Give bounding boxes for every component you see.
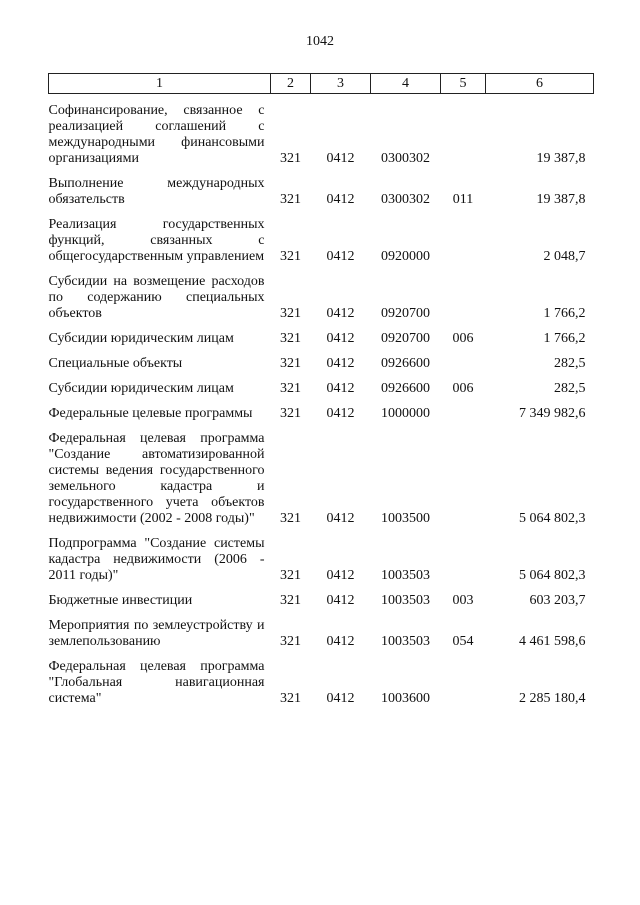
- section-code: 0412: [326, 406, 355, 421]
- row-name: Софинансирование, связанное с реализацией соглашений с международными финансовыми организациями: [48, 103, 265, 166]
- expense-type-code: 006: [452, 331, 474, 346]
- table-row: [49, 94, 594, 168]
- section-code: 0412: [326, 151, 355, 166]
- row-name: Выполнение международных обязательств: [48, 176, 265, 207]
- ministry-code: 321: [280, 381, 301, 396]
- ministry-code: 321: [280, 331, 301, 346]
- row-name: Подпрограмма "Создание системы кадастра недвижимости (2006 - 2011 годы)": [48, 536, 265, 583]
- header-cell: 2: [271, 74, 311, 94]
- target-article-code: 1003500: [381, 511, 430, 526]
- section-code: 0412: [326, 331, 355, 346]
- header-cell: 1: [49, 74, 271, 94]
- expense-type-code: [441, 422, 486, 527]
- row-name: Специальные объекты: [48, 356, 183, 371]
- target-article-code: 0920700: [381, 306, 430, 321]
- expense-type-code: 006: [452, 381, 474, 396]
- table-row: [49, 208, 594, 265]
- target-article-code: 0920000: [381, 249, 430, 264]
- table-row: [49, 322, 594, 347]
- amount: 1 766,2: [543, 306, 586, 321]
- expense-type-code: [441, 650, 486, 707]
- header-cell: 4: [371, 74, 441, 94]
- header-cell: 3: [311, 74, 371, 94]
- target-article-code: 1003503: [381, 593, 430, 608]
- target-article-code: 1000000: [381, 406, 430, 421]
- table-row: [49, 265, 594, 322]
- ministry-code: 321: [280, 406, 301, 421]
- table-row: [49, 584, 594, 609]
- row-name: Федеральная целевая программа "Создание автоматизированной системы ведения государственного земельного кадастра и государственного учета объектов недвижимости (2002 - 2008 годы)": [48, 431, 265, 526]
- amount: 5 064 802,3: [519, 511, 586, 526]
- row-name: Мероприятия по землеустройству и землепользованию: [48, 618, 265, 649]
- header-row: [49, 74, 594, 94]
- amount: 603 203,7: [529, 593, 586, 608]
- ministry-code: 321: [280, 568, 301, 583]
- ministry-code: 321: [280, 511, 301, 526]
- ministry-code: 321: [280, 691, 301, 706]
- table-row: [49, 650, 594, 707]
- ministry-code: 321: [280, 634, 301, 649]
- page-number: 1042: [306, 34, 334, 49]
- target-article-code: 0926600: [381, 356, 430, 371]
- table-row: [49, 609, 594, 650]
- section-code: 0412: [326, 691, 355, 706]
- expense-type-code: 003: [452, 593, 474, 608]
- target-article-code: 0920700: [381, 331, 430, 346]
- amount: 282,5: [554, 381, 586, 396]
- header-cell: 6: [486, 74, 594, 94]
- section-code: 0412: [326, 356, 355, 371]
- expense-type-code: [441, 527, 486, 584]
- target-article-code: 1003503: [381, 568, 430, 583]
- section-code: 0412: [326, 593, 355, 608]
- expense-type-code: [441, 265, 486, 322]
- amount: 2 285 180,4: [519, 691, 586, 706]
- ministry-code: 321: [280, 306, 301, 321]
- ministry-code: 321: [280, 192, 301, 207]
- amount: 19 387,8: [536, 192, 586, 207]
- table-row: [49, 372, 594, 397]
- row-name: Бюджетные инвестиции: [48, 593, 193, 608]
- expense-type-code: 054: [452, 634, 474, 649]
- ministry-code: 321: [280, 249, 301, 264]
- table-row: [49, 422, 594, 527]
- expense-type-code: [441, 94, 486, 168]
- budget-table: [48, 73, 594, 707]
- table-row: [49, 397, 594, 422]
- table-row: [49, 527, 594, 584]
- amount: 4 461 598,6: [519, 634, 586, 649]
- section-code: 0412: [326, 511, 355, 526]
- section-code: 0412: [326, 306, 355, 321]
- target-article-code: 0300302: [381, 151, 430, 166]
- amount: 7 349 982,6: [519, 406, 586, 421]
- ministry-code: 321: [280, 151, 301, 166]
- row-name: Федеральные целевые программы: [48, 406, 253, 421]
- amount: 19 387,8: [536, 151, 586, 166]
- ministry-code: 321: [280, 356, 301, 371]
- row-name: Субсидии на возмещение расходов по содержанию специальных объектов: [48, 274, 265, 321]
- section-code: 0412: [326, 634, 355, 649]
- target-article-code: 1003600: [381, 691, 430, 706]
- amount: 5 064 802,3: [519, 568, 586, 583]
- section-code: 0412: [326, 249, 355, 264]
- section-code: 0412: [326, 568, 355, 583]
- ministry-code: 321: [280, 593, 301, 608]
- table-row: [49, 167, 594, 208]
- amount: 282,5: [554, 356, 586, 371]
- section-code: 0412: [326, 192, 355, 207]
- expense-type-code: [441, 208, 486, 265]
- expense-type-code: [441, 397, 486, 422]
- amount: 2 048,7: [543, 249, 586, 264]
- section-code: 0412: [326, 381, 355, 396]
- row-name: Реализация государственных функций, связанных с общегосударственным управлением: [48, 217, 265, 264]
- expense-type-code: [441, 347, 486, 372]
- table-row: [49, 347, 594, 372]
- header-cell: 5: [441, 74, 486, 94]
- expense-type-code: 011: [452, 192, 474, 207]
- row-name: Субсидии юридическим лицам: [48, 381, 234, 396]
- target-article-code: 0926600: [381, 381, 430, 396]
- amount: 1 766,2: [543, 331, 586, 346]
- target-article-code: 1003503: [381, 634, 430, 649]
- row-name: Субсидии юридическим лицам: [48, 331, 234, 346]
- target-article-code: 0300302: [381, 192, 430, 207]
- row-name: Федеральная целевая программа "Глобальная навигационная система": [48, 659, 265, 706]
